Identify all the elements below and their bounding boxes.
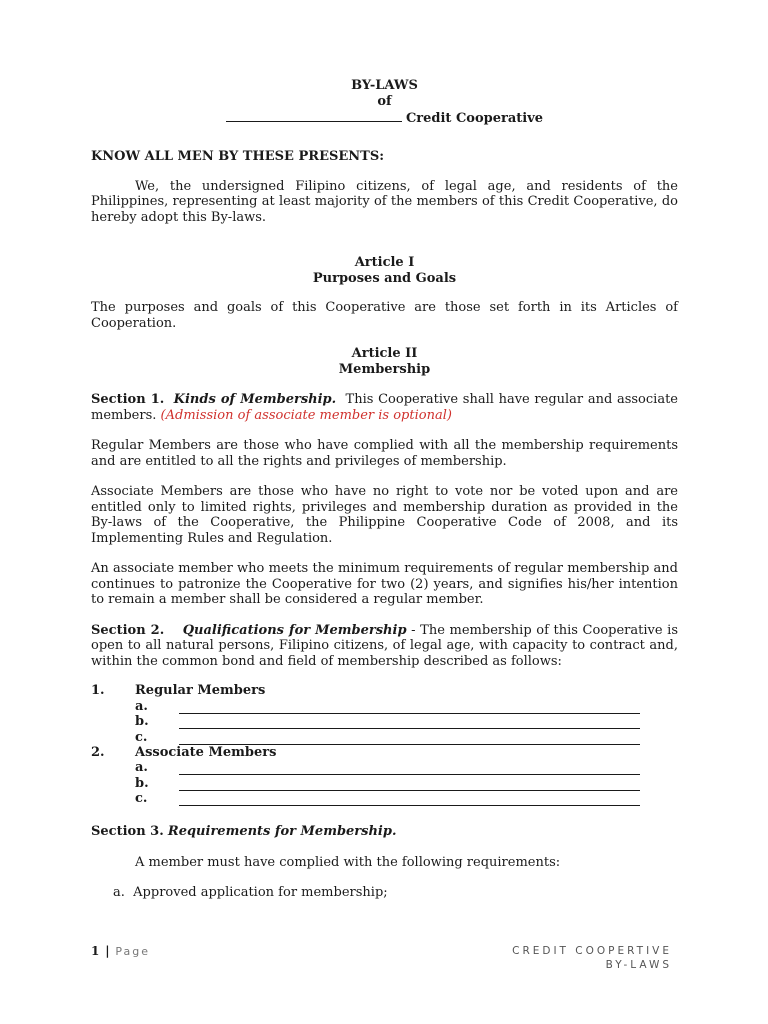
- list-regular-members: [91, 683, 678, 745]
- intro-heading: KNOW ALL MEN BY THESE PRESENTS:: [91, 149, 385, 164]
- article-2-heading: [91, 346, 678, 377]
- page-number: 1: [91, 944, 101, 958]
- membership-lists: [91, 683, 678, 806]
- list-title: Regular Members: [135, 683, 266, 698]
- list-item: [91, 775, 678, 791]
- coop-name-blank: [226, 110, 402, 122]
- list-item: [91, 714, 678, 730]
- fill-in-line[interactable]: [179, 701, 640, 714]
- fill-in-line[interactable]: [179, 716, 640, 729]
- title-coop-name: Credit Cooperative: [405, 111, 544, 126]
- list-item-letter: c.: [135, 729, 148, 745]
- list-title: Associate Members: [135, 744, 277, 760]
- section-2-label: Section 2.: [91, 622, 165, 638]
- section-3-title: Requirements for Membership.: [167, 824, 397, 839]
- footer-title-line-2: BY-LAWS: [605, 959, 672, 971]
- list-item-letter: b.: [135, 714, 149, 729]
- list-item-letter: a.: [135, 698, 148, 714]
- page-separator: |: [105, 944, 111, 958]
- list-associate-members: [91, 745, 678, 807]
- article-2-number: Article II: [351, 346, 418, 361]
- section-2-title: Qualifications for Membership: [182, 622, 407, 638]
- list-number: 2.: [91, 744, 105, 760]
- section-2-text: - The membership of this Cooperative is open to all natural persons, Filipino citizens, of legal age, with capacity to contract and, within the common bond and field of membership described as follows:: [91, 622, 679, 669]
- document-title: [91, 78, 678, 127]
- footer-document-title: [512, 944, 672, 972]
- article-1-title: Purposes and Goals: [312, 270, 457, 286]
- list-item: [91, 791, 678, 807]
- page-number-block: [91, 944, 150, 958]
- section-1-label: Section 1.: [91, 392, 165, 407]
- fill-in-line[interactable]: [179, 793, 640, 806]
- section-1-paragraph: [91, 392, 678, 423]
- associate-members-paragraph: Associate Members are those who have no right to vote nor be voted upon and are entitled only to limited rights, privileges and membership duration as provided in the By-laws of the Cooperative, the Philippine Cooperative Code of 2008, and its Implementing Rules and Regulation.: [91, 484, 678, 546]
- page-label: Page: [115, 945, 151, 958]
- list-heading: [91, 745, 678, 760]
- fill-in-line[interactable]: [179, 732, 640, 745]
- requirement-letter: a.: [113, 885, 125, 900]
- document-body: [91, 78, 678, 901]
- list-item: [91, 698, 678, 714]
- section-1-title: Kinds of Membership.: [173, 392, 337, 407]
- list-item: [91, 760, 678, 776]
- transition-paragraph: An associate member who meets the minimum requirements of regular membership and continues to patronize the Cooperative for two (2) years, and signifies his/her intention to remain a member shall be considered a regular member.: [91, 561, 678, 607]
- requirement-text: Approved application for membership;: [133, 885, 388, 900]
- article-2-title: Membership: [338, 361, 431, 377]
- section-1-note: (Admission of associate member is optional): [160, 407, 452, 423]
- list-item-letter: b.: [135, 775, 149, 791]
- fill-in-line[interactable]: [179, 778, 640, 791]
- section-2-paragraph: [91, 623, 678, 670]
- list-number: 1.: [91, 683, 105, 698]
- intro-paragraph: We, the undersigned Filipino citizens, of legal age, and residents of the Philippines, representing at least majority of the members of this Credit Cooperative, do hereby adopt this By-laws.: [91, 178, 678, 225]
- article-1-heading: [91, 255, 678, 286]
- section-3-label: Section 3.: [91, 824, 164, 839]
- title-of: of: [377, 94, 392, 109]
- list-heading: [91, 683, 678, 698]
- list-item-letter: a.: [135, 760, 148, 775]
- section-3-intro: A member must have complied with the following requirements:: [135, 854, 561, 870]
- section-3-heading: [91, 824, 678, 840]
- footer-title-line-1: CREDIT COOPERTIVE: [512, 945, 672, 957]
- regular-members-paragraph: Regular Members are those who have complied with all the membership requirements and are entitled to all the rights and privileges of membership.: [91, 438, 678, 469]
- section-1-text: This Cooperative shall have regular and associate members.: [91, 392, 678, 423]
- article-1-number: Article I: [354, 255, 415, 270]
- requirement-item-a: [91, 885, 678, 901]
- title-coop-line: [91, 110, 678, 127]
- list-item-letter: c.: [135, 791, 148, 806]
- list-item: [91, 729, 678, 745]
- fill-in-line[interactable]: [179, 762, 640, 775]
- title-bylaws: BY-LAWS: [351, 78, 418, 93]
- article-1-text: The purposes and goals of this Cooperative are those set forth in its Articles of Cooperation.: [91, 300, 678, 331]
